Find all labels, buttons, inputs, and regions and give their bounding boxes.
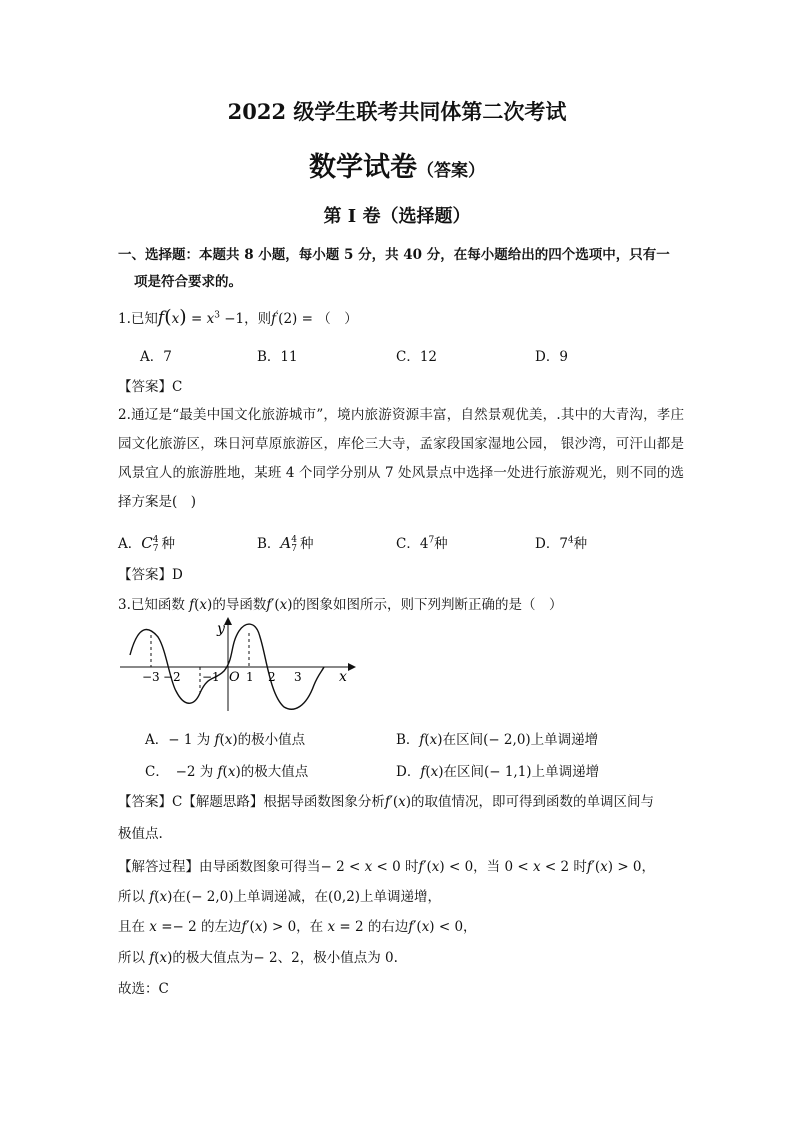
instructions-line-1: 一、选择题：本题共 8 小题，每小题 5 分，共 40 分，在每小题给出的四个选项中，只有一 — [118, 247, 670, 263]
q3-answer-line-2: 极值点. — [118, 826, 163, 842]
q1-option-d: D．9 — [535, 349, 568, 365]
y-axis-label: y — [217, 621, 225, 637]
q1-func: f — [157, 308, 165, 328]
q2-option-d: D．$7^4$种 — [535, 535, 588, 552]
q1-prime: ′ — [276, 310, 279, 321]
q2-answer: 【答案】D — [118, 567, 183, 583]
origin-label: O — [229, 670, 240, 685]
derivative-graph — [118, 615, 358, 715]
q3-process-line-5: 故选：C — [118, 981, 169, 997]
question-2-stem: 2.通辽是“最美中国文化旅游城市”，境内旅游资源丰富，自然景观优美，.其中的大青沟，孝庄园文化旅游区，珠日河草原旅游区，库伦三大寺，孟家段国家湿地公园， 银沙湾，可汗山都是风景宜人的旅游胜地，某班 4 个同学分别从 7 处风景点中选择一处进行旅游观光，则不同的选择方案是( ) — [118, 407, 684, 510]
q1-f2: f — [271, 311, 277, 327]
tick-label: 2 — [268, 670, 276, 684]
exam-title: 2022 级学生联考共同体第二次考试 — [227, 99, 567, 124]
x-axis-label: x — [339, 669, 347, 685]
q1-rest: −1，则 — [219, 311, 272, 327]
q1-var: x — [171, 311, 180, 327]
q2-option-a: A．C 4 7 种 — [118, 534, 175, 554]
q3-process-line-4: 所以 𝑓(𝑥)的极大值点为− 2、2，极小值点为 0. — [118, 950, 398, 966]
tick-label: −3 — [142, 670, 160, 684]
q1-option-b: B．11 — [257, 349, 298, 365]
q1-exponent: 3 — [214, 310, 220, 321]
instructions-line-2: 项是符合要求的。 — [134, 274, 242, 290]
q2-option-c: C．$4^7$种 — [396, 535, 448, 552]
q3-answer-line-1: 【答案】C【解题思路】根据导函数图象分析𝑓′(𝑥)的取值情况，即可得到函数的单调区间与 — [118, 794, 655, 810]
subject-title — [0, 145, 794, 184]
subject-name: 数学试卷 — [309, 152, 417, 183]
tick-label: 3 — [294, 670, 302, 684]
q1-eq: = — [186, 311, 207, 327]
section-instructions — [118, 242, 688, 296]
q1-option-a: A．7 — [140, 349, 172, 365]
question-1-stem — [118, 306, 358, 328]
q3-process-line-1: 【解答过程】由导函数图象可得当− 2 < 𝑥 < 0 时𝑓′(𝑥) < 0，当 0 < 𝑥 < 2 时𝑓′(𝑥) > 0， — [118, 859, 656, 875]
question-3-stem: 3.已知函数 𝑓(𝑥)的导函数𝑓′(𝑥)的图象如图所示，则下列判断正确的是（ ） — [118, 597, 563, 613]
q3-option-c: C． −2 为 𝑓(𝑥)的极大值点 — [145, 764, 309, 780]
q2-option-b: B．A 4 7 种 — [257, 534, 314, 554]
tick-label: 1 — [246, 670, 254, 684]
q1-answer: 【答案】C — [118, 379, 183, 395]
q1-prefix: 1.已知 — [118, 311, 158, 327]
tick-label: −1 — [202, 670, 220, 684]
section-title: 第 I 卷（选择题） — [323, 206, 471, 227]
q1-paren-close: ) — [179, 306, 187, 328]
q1-option-c: C．12 — [396, 349, 438, 365]
x-axis-arrow — [348, 663, 356, 671]
q1-x: x — [206, 311, 215, 327]
q3-option-d: D．𝑓(𝑥)在区间(− 1,1)上单调递增 — [396, 764, 600, 780]
y-axis-arrow — [224, 617, 232, 625]
subject-suffix: （答案） — [417, 161, 485, 181]
q3-process-line-2: 所以 𝑓(𝑥)在(− 2,0)上单调递减，在(0,2)上单调递增， — [118, 889, 442, 905]
q1-paren-open: ( — [164, 306, 172, 328]
q1-tail: (2) = （ ） — [278, 311, 358, 327]
tick-label: −2 — [163, 670, 181, 684]
q3-option-a: A．− 1 为 𝑓(𝑥)的极小值点 — [145, 732, 306, 748]
q3-option-b: B．𝑓(𝑥)在区间(− 2,0)上单调递增 — [396, 732, 599, 748]
q3-process-line-3: 且在 𝑥 =− 2 的左边𝑓′(𝑥) > 0，在 𝑥 = 2 的右边𝑓′(𝑥) < 0， — [118, 919, 477, 935]
